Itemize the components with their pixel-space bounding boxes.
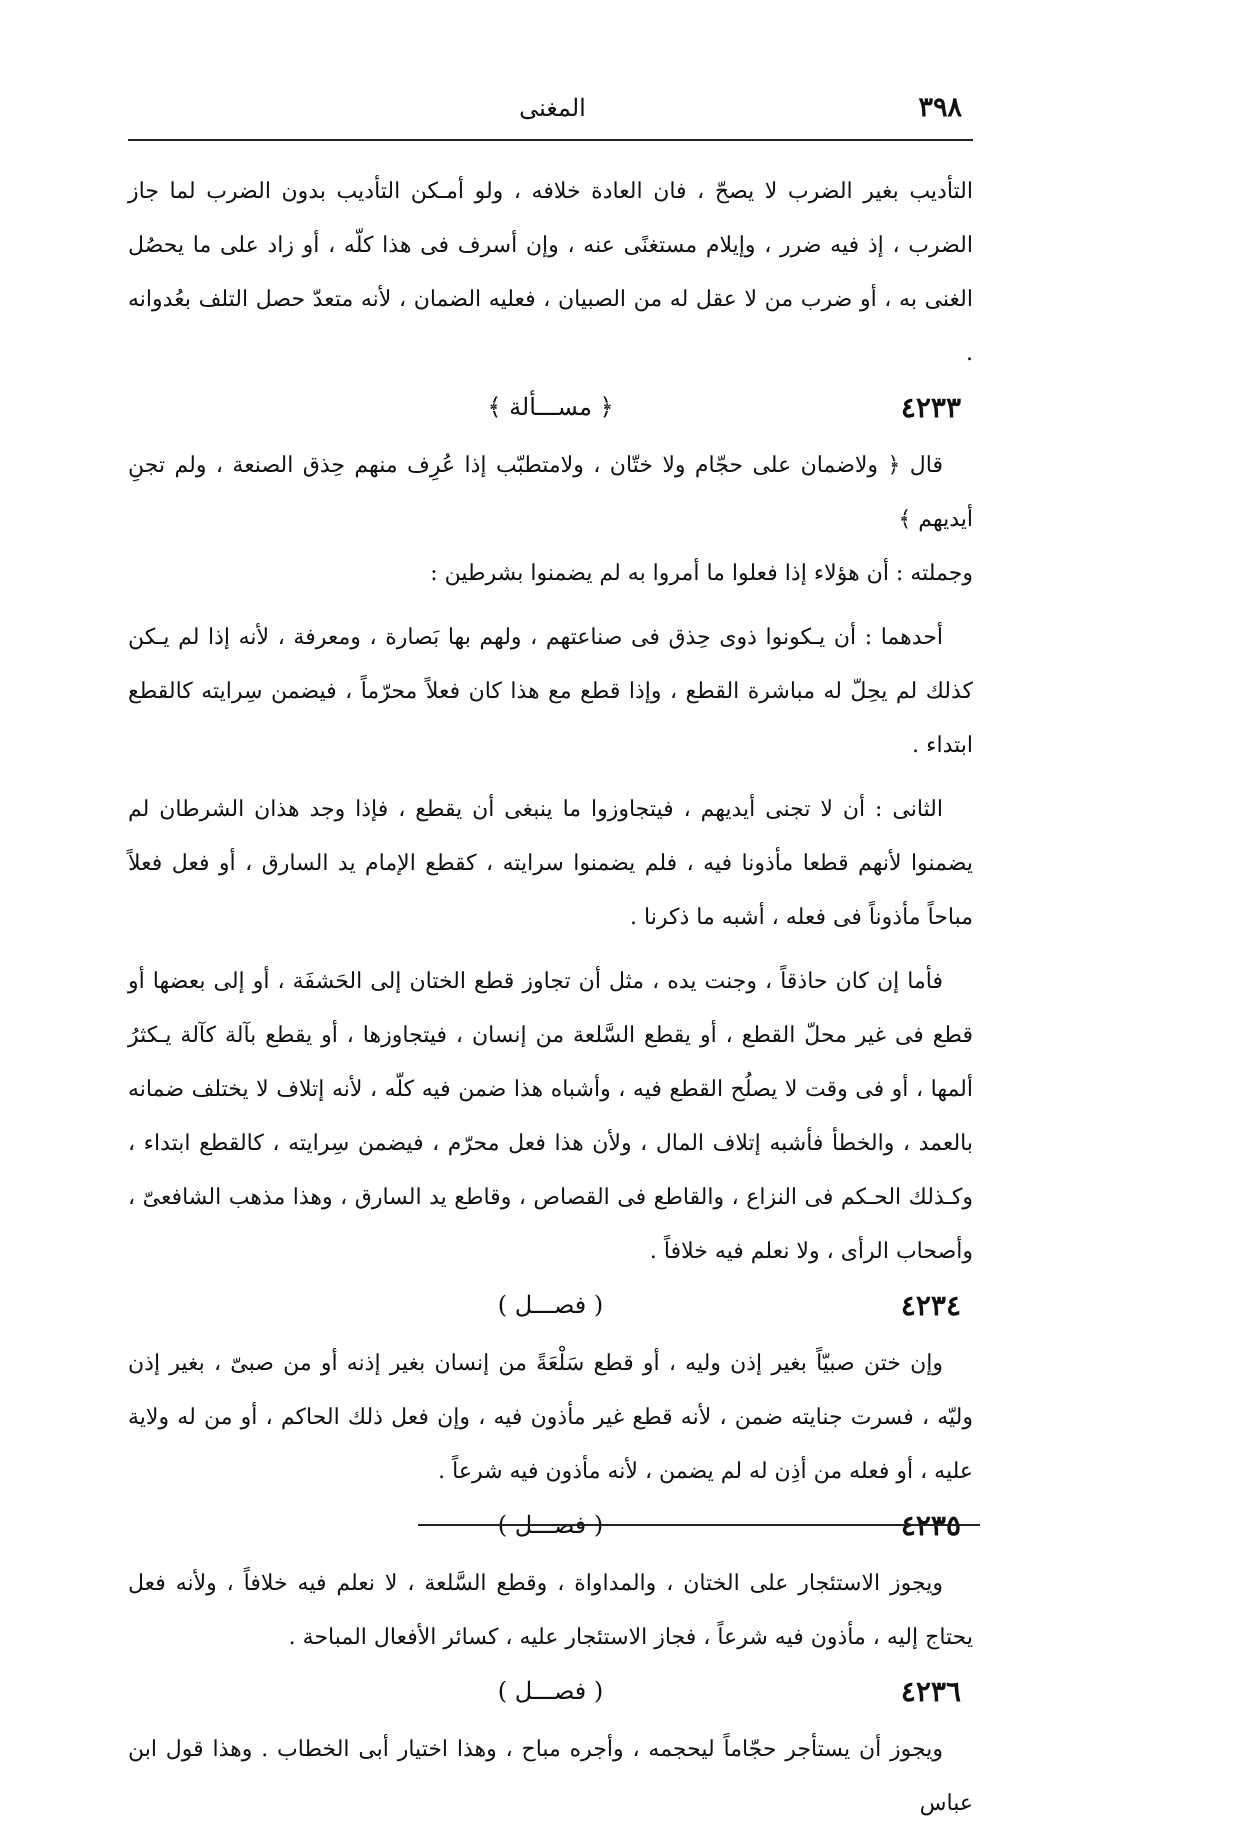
section-number: ٤٢٣٣ bbox=[900, 391, 961, 424]
section-title: ( فصـــل ) bbox=[497, 1291, 604, 1319]
page-number: ٣٩٨ bbox=[918, 92, 962, 123]
paragraph: ويجوز الاستئجار على الختان ، والمداواة ، وقطع السَّلعة ، لا نعلم فيه خلافاً ، ولأنه فعل يحتاج إليه ، مأذون فيه شرعاً ، فجاز الاستئجار عليه ، كسائر الأفعال المباحة . bbox=[128, 1571, 973, 1650]
paragraph: ويجوز أن يستأجر حجّاماً ليحجمه ، وأجره مباح ، وهذا اختيار أبى الخطاب . وهذا قول ابن عباس bbox=[128, 1737, 973, 1816]
page-body bbox=[128, 165, 973, 1831]
paragraph-gap bbox=[128, 601, 973, 611]
running-title: المغنى bbox=[519, 94, 586, 122]
paragraph: أحدهما : أن يـكونوا ذوى حِذق فى صناعتهم ، ولهم بها بَصارة ، ومعرفة ، لأنه إذا لم يـكن كذلك لم يحِلّ له مباشرة القطع ، وإذا قطع مع هذا كان فعلاً محرّماً ، فيضمن سِرايته كالقطع ابتداء . bbox=[128, 625, 973, 758]
paragraph-gap bbox=[128, 945, 973, 955]
page-header bbox=[135, 92, 970, 132]
paragraph: وجملته : أن هؤلاء إذا فعلوا ما أمروا به لم يضمنوا بشرطين : bbox=[430, 561, 973, 586]
header-rule bbox=[128, 139, 973, 141]
section-title: ( فصـــل ) bbox=[497, 1677, 604, 1705]
paragraph: التأديب بغير الضرب لا يصحّ ، فان العادة خلافه ، ولو أمـكن التأديب بدون الضرب لما جاز الضرب ، إذ فيه ضرر ، وإيلام مستغنًى عنه ، وإن أسرف فى هذا كلّه ، أو زاد على ما يحصُل الغنى به ، أو ضرب من لا عقل له من الصبيان ، فعليه الضمان ، لأنه متعدّ حصل التلف بعُدوانه . bbox=[128, 179, 973, 366]
footer-rule bbox=[418, 1524, 980, 1526]
section-number: ٤٢٣٦ bbox=[900, 1675, 961, 1708]
section-heading bbox=[128, 1665, 973, 1723]
paragraph: وإن ختن صبيّاً بغير إذن وليه ، أو قطع سَلْعَةً من إنسان بغير إذنه أو من صبىّ ، بغير إذن وليّه ، فسرت جنايته ضمن ، لأنه قطع غير مأذون فيه ، وإن فعل ذلك الحاكم ، أو من له ولاية عليه ، أو فعله من أذِن له لم يضمن ، لأنه مأذون فيه شرعاً . bbox=[128, 1351, 973, 1484]
paragraph: قال ﴿ ولاضمان على حجّام ولا ختّان ، ولامتطبّب إذا عُرِف منهم حِذق الصنعة ، ولم تجنِ أيديهم ﴾ bbox=[128, 453, 973, 532]
section-title: ( فصـــل ) bbox=[497, 1511, 604, 1539]
section-number: ٤٢٣٥ bbox=[900, 1509, 961, 1542]
section-heading bbox=[128, 1279, 973, 1337]
paragraph: الثانى : أن لا تجنى أيديهم ، فيتجاوزوا ما ينبغى أن يقطع ، فإذا وجد هذان الشرطان لم يضمنوا لأنهم قطعا مأذونا فيه ، فلم يضمنوا سرايته ، كقطع الإمام يد السارق ، أو فعل فعلاً مباحاً مأذوناً فى فعله ، أشبه ما ذكرنا . bbox=[128, 797, 973, 930]
paragraph-gap bbox=[128, 773, 973, 783]
paragraph: فأما إن كان حاذقاً ، وجنت يده ، مثل أن تجاوز قطع الختان إلى الحَشفَة ، أو إلى بعضها أو قطع فى غير محلّ القطع ، أو يقطع السَّلعة من إنسان ، فيتجاوزها ، أو يقطع بآلة كآلة يـكثرُ ألمها ، أو فى وقت لا يصلُح القطع فيه ، وأشباه هذا ضمن فيه كلّه ، لأنه إتلاف لا يختلف ضمانه بالعمد ، والخطأ فأشبه إتلاف المال ، ولأن هذا فعل محرّم ، فيضمن سِرايته ، كالقطع ابتداء ، وكـذلك الحـكم فى النزاع ، والقاطع فى القصاص ، وقاطع يد السارق ، وهذا مذهب الشافعىّ ، وأصحاب الرأى ، ولا نعلم فيه خلافاً . bbox=[128, 969, 973, 1264]
section-number: ٤٢٣٤ bbox=[900, 1289, 961, 1322]
section-title: ﴿ مســـألة ﴾ bbox=[487, 393, 614, 421]
section-heading bbox=[128, 381, 973, 439]
section-heading bbox=[128, 1499, 973, 1557]
